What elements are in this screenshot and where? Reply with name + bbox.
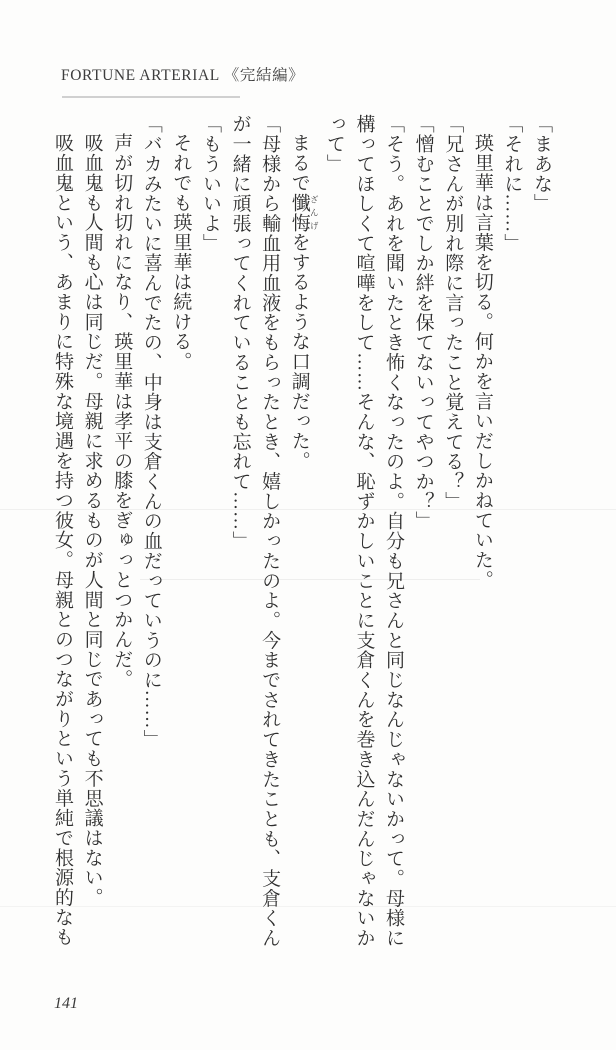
body-text: [47, 114, 556, 952]
ruby-annotated-word: 懺悔 ざんげ: [288, 192, 320, 233]
text-column: 「もういいよ」: [199, 114, 221, 253]
text-column: が一緒に頑張ってくれていることも忘れて……」: [229, 114, 251, 551]
running-header: FORTUNE ARTERIAL 《完結編》: [61, 67, 305, 84]
scan-artifact: [62, 96, 240, 98]
text-column: 「バカみたいに喜んでたの、中身は支倉くんの血だっていうのに……」: [140, 114, 162, 750]
text-column: 瑛里華は言葉を切る。何かを言いだしかねていた。: [471, 133, 493, 590]
text-column: まるで懺悔 ざんげをするような口調だった。: [288, 133, 320, 471]
text-column: 吸血鬼という、あまりに特殊な境遇を持つ彼女。母親とのつながりという単純で根源的なも: [52, 133, 73, 947]
text-column: 「まあな」: [531, 114, 552, 214]
text-column: 「憎むことでしか絆を保てないってやつか？」: [412, 114, 434, 531]
text-column: 「そう。あれを聞いたとき怖くなったのよ。自分も兄さんと同じなんじゃないかって。母様に: [383, 114, 405, 948]
page-number: 141: [54, 995, 78, 1012]
text-column: 「兄さんが別れ際に言ったこと覚えてる？」: [442, 114, 464, 511]
text-column: 「それに……」: [501, 114, 523, 253]
text-column: 吸血鬼も人間も心は同じだ。母親に求めるものが人間と同じであっても不思議はない。: [81, 133, 103, 908]
text-column: 声が切れ切れになり、瑛里華は孝平の膝をぎゅっとつかんだ。: [111, 133, 133, 689]
text-column: それでも瑛里華は続ける。: [170, 133, 192, 372]
text-column: って」: [323, 114, 345, 174]
text-column: 「母様から輸血用血液をもらったとき、嬉しかったのよ。今までされてきたことも、支倉くん: [259, 114, 281, 948]
text-column: 構ってほしくて喧嘩をして……そんな、恥ずかしいことに支倉くんを巻き込んだんじゃないか: [353, 114, 375, 948]
